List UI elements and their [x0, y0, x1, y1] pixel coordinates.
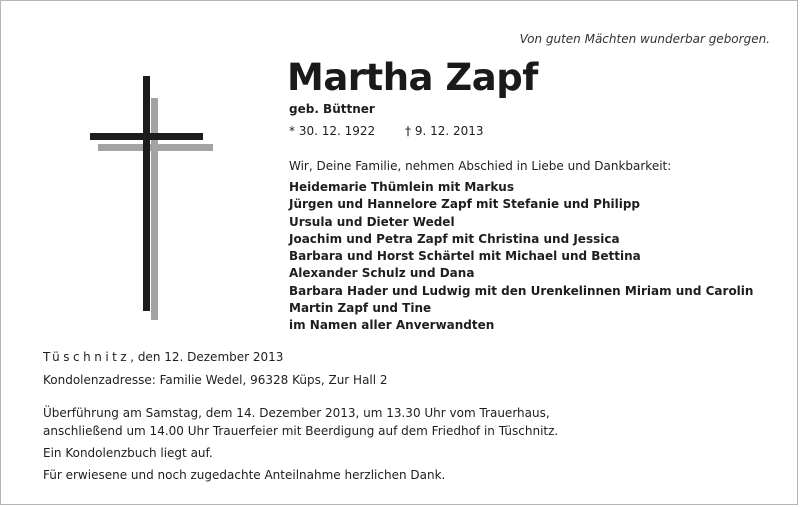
- mourner-item: Heidemarie Thümlein mit Markus: [289, 180, 514, 194]
- farewell-intro: Wir, Deine Familie, nehmen Abschied in Liebe und Dankbarkeit:: [289, 159, 672, 173]
- deceased-name: Martha Zapf: [287, 56, 538, 99]
- cross-gray-horizontal: [98, 144, 213, 151]
- info-line: Überführung am Samstag, dem 14. Dezember 2013, um 13.30 Uhr vom Trauerhaus,: [43, 406, 550, 420]
- life-dates: [289, 124, 484, 138]
- mourner-item: Ursula und Dieter Wedel: [289, 214, 455, 229]
- cross-gray-vertical: [151, 98, 158, 320]
- mourner-item: Joachim und Petra Zapf mit Christina und Jessica: [289, 231, 620, 246]
- mourner-item: Martin Zapf und Tine: [289, 301, 432, 316]
- info-line: Ein Kondolenzbuch liegt auf.: [43, 446, 213, 460]
- mourner-item: Barbara Hader und Ludwig mit den Urenkelinnen Miriam und Carolin: [289, 283, 754, 298]
- condolence-address: Kondolenzadresse: Familie Wedel, 96328 Küps, Zur Hall 2: [43, 373, 388, 387]
- mourners-list: [289, 179, 753, 335]
- date: , den 12. Dezember 2013: [130, 350, 284, 364]
- birth-date: * 30. 12. 1922: [289, 124, 376, 138]
- funeral-info: [43, 404, 558, 484]
- info-line: anschließend um 14.00 Uhr Trauerfeier mit Beerdigung auf dem Friedhof in Tüschnitz.: [43, 424, 559, 438]
- mourner-item: Alexander Schulz und Dana: [289, 266, 475, 281]
- place-date-line: [43, 350, 283, 364]
- motto: Von guten Mächten wunderbar geborgen.: [519, 32, 770, 46]
- cross-black-horizontal: [90, 133, 203, 140]
- mourner-item: Jürgen und Hannelore Zapf mit Stefanie und Philipp: [289, 197, 641, 212]
- mourner-item: Barbara und Horst Schärtel mit Michael und Bettina: [289, 249, 641, 264]
- mourner-item: im Namen aller Anverwandten: [289, 318, 495, 333]
- info-line: Für erwiesene und noch zugedachte Anteilnahme herzlichen Dank.: [43, 468, 446, 482]
- maiden-name: geb. Büttner: [289, 102, 375, 116]
- place: Tüschnitz: [43, 350, 131, 364]
- death-date: † 9. 12. 2013: [405, 124, 484, 138]
- cross-black-vertical: [143, 76, 150, 311]
- cross-icon: [88, 76, 218, 326]
